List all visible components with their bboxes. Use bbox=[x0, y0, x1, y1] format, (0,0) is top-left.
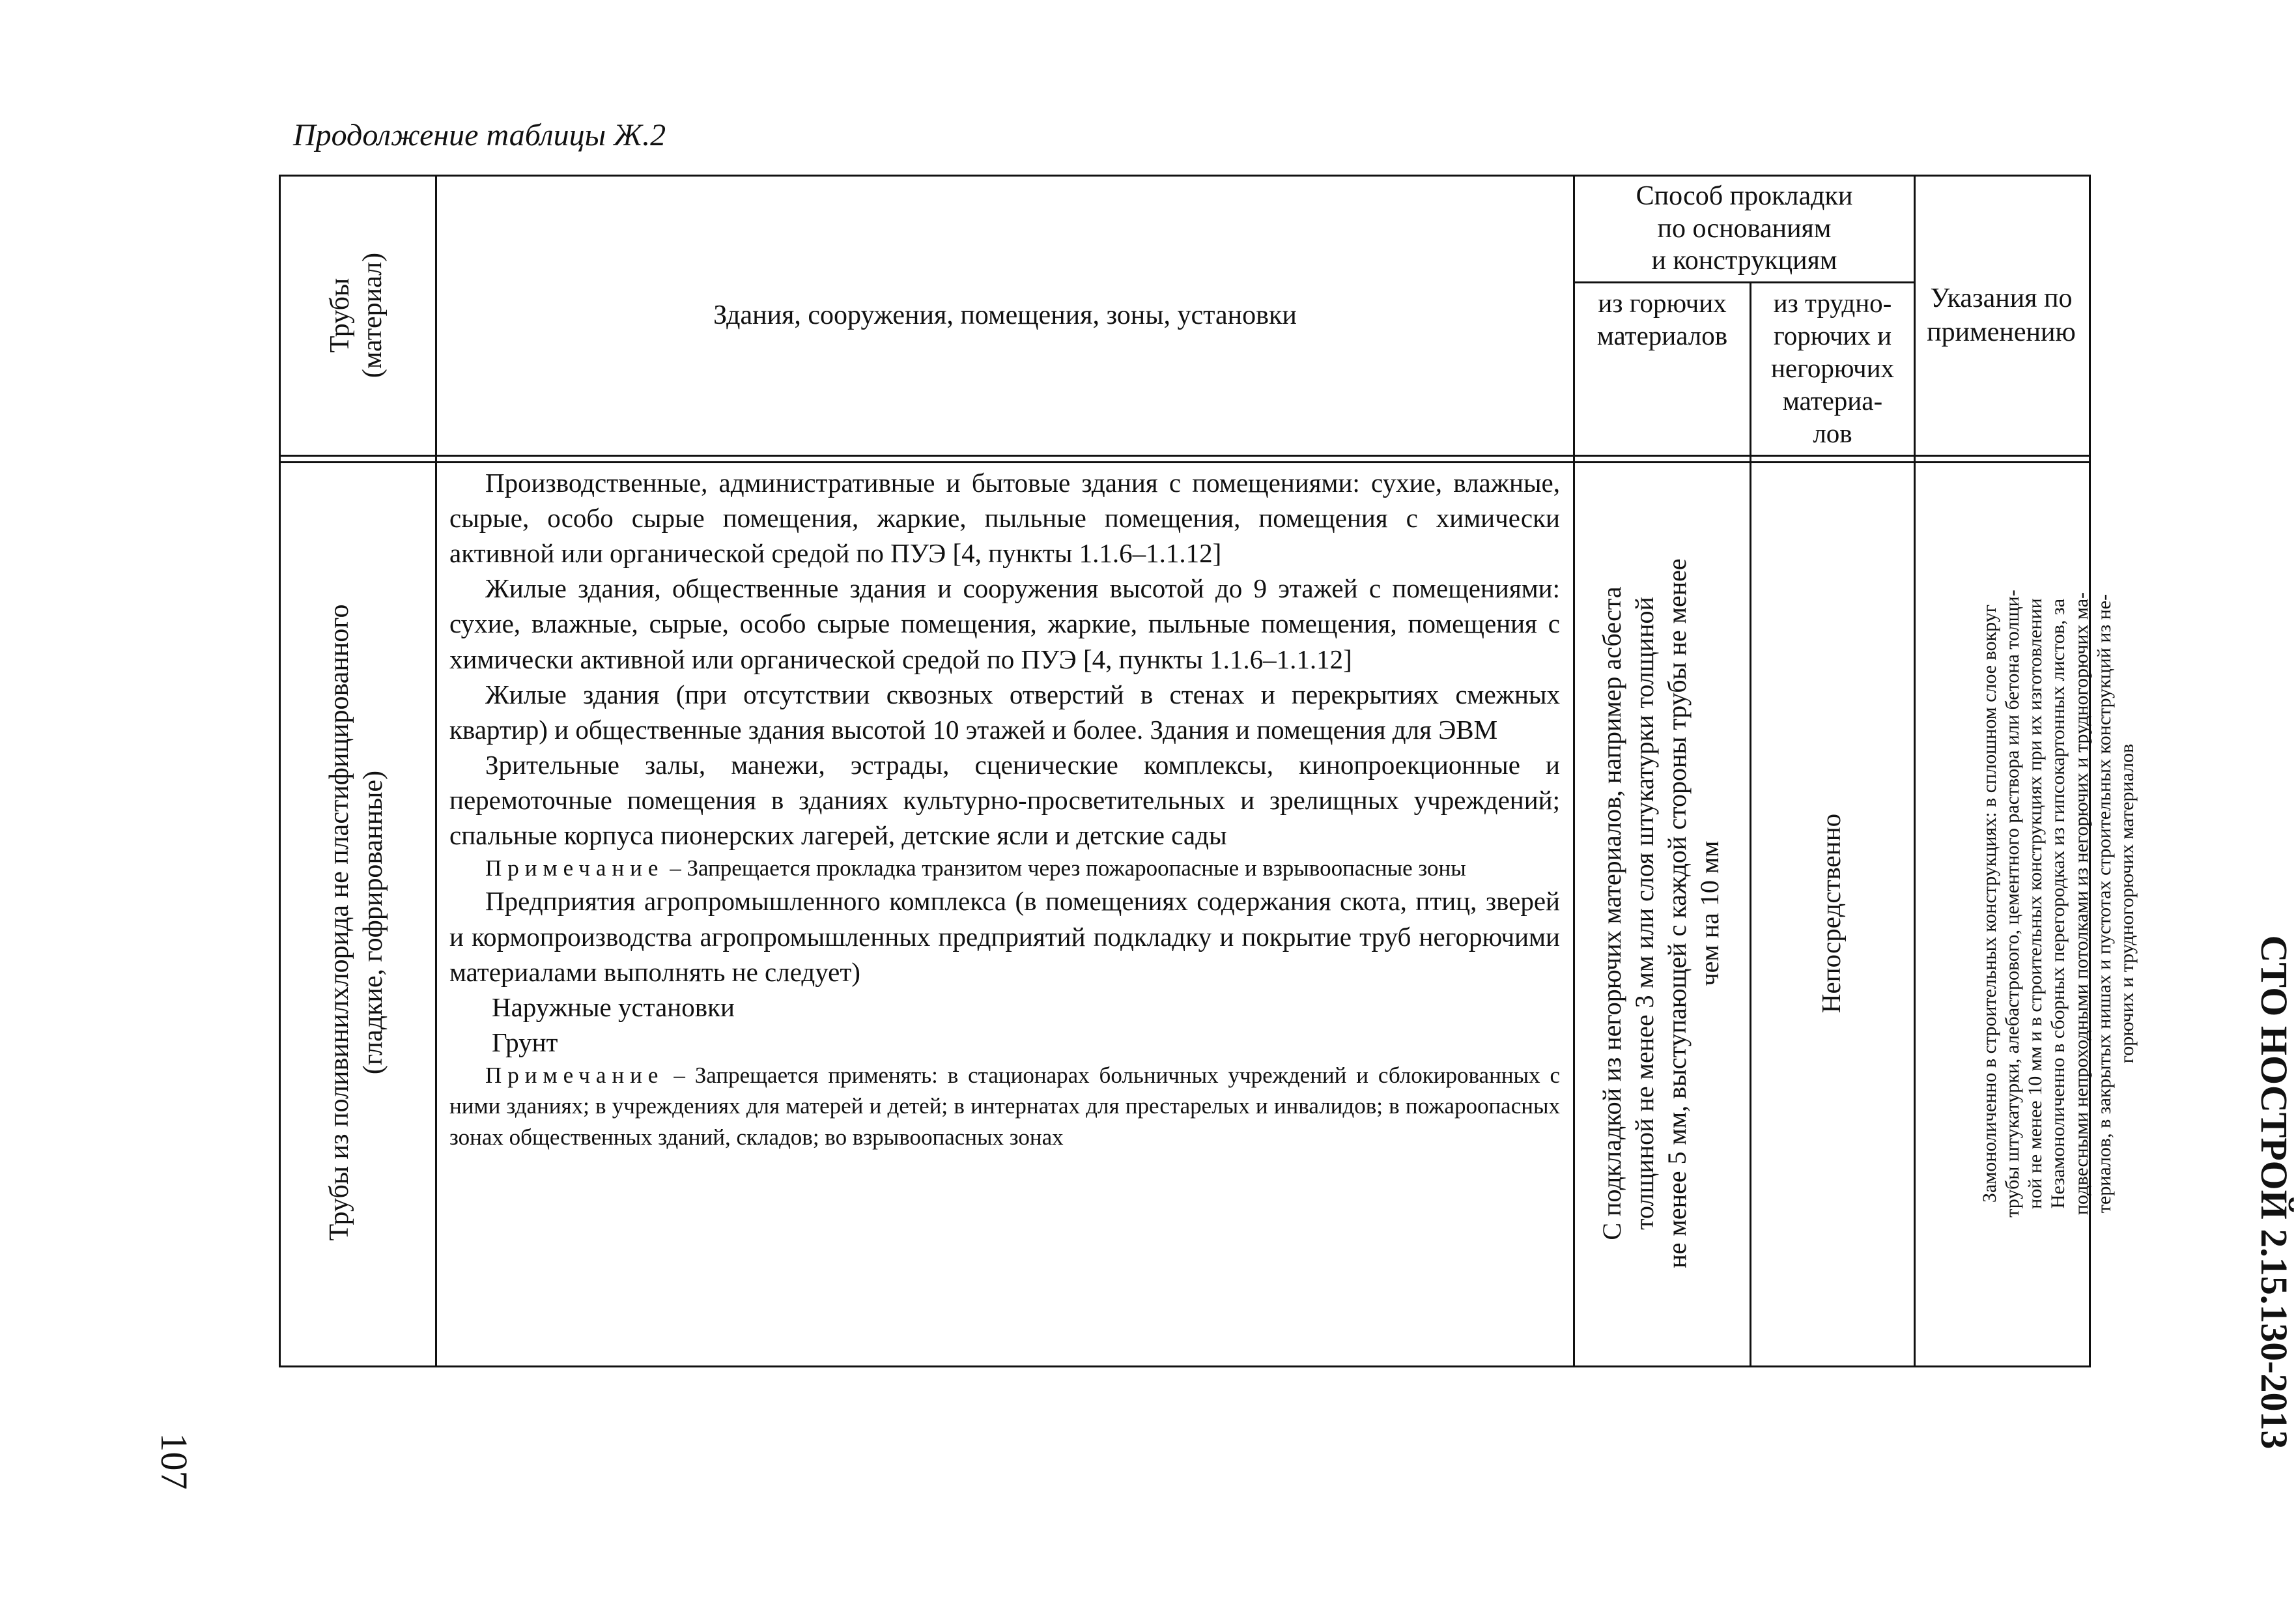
paragraph: Наружные установки bbox=[492, 992, 735, 1022]
buildings-list bbox=[449, 465, 1560, 1152]
paragraph: Предприятия агропромышленного комплекса (в помещениях содержания скота, птиц, зверей и кормопроизводства агропромышленных предприятий подкладку и покрытие труб негорючими материалами выполнять не следует) bbox=[449, 886, 1560, 987]
noncombustible-method: Непосредственно bbox=[1816, 813, 1847, 1014]
header-buildings: Здания, сооружения, помещения, зоны, установки bbox=[713, 300, 1297, 331]
page-number: 107 bbox=[153, 1433, 195, 1490]
table-caption: Продолжение таблицы Ж.2 bbox=[293, 118, 666, 152]
paragraph: Жилые здания, общественные здания и сооружения высотой до 9 этажей с помещениями: сухие, влажные, сырые, особо сырые помещения, жаркие, пыльные помещения, помещения с химически активной или органической средой по ПУЭ [4, пункты 1.1.6–1.1.12] bbox=[449, 573, 1560, 674]
note: Примечание – Запрещается применять: в стационарах больничных учреждений и сблокированных с ними зданиях; в учреждениях для матерей и детей; в интернатах для престарелых и инвалидов; в пожароопасных зонах общественных зданий, складов; во взрывоопасных зонах bbox=[449, 1063, 1560, 1150]
header-divider bbox=[279, 461, 2089, 463]
pipe-material: Трубы из поливинилхлорида не пластифицированного (гладкие, гофрированные) bbox=[324, 604, 388, 1241]
header-pipes: Трубы (материал) bbox=[324, 252, 388, 379]
header-laying-method: Способ прокладки по основаниям и конструкциям bbox=[1636, 181, 1853, 276]
column-divider bbox=[1573, 175, 1575, 1365]
paragraph: Зрительные залы, манежи, эстрады, сценические комплексы, кинопроекционные и перемоточные помещения в зданиях культурно-просветительных и зрелищных учреждений; спальные корпуса пионерских лагерей, детские ясли и детские сады bbox=[449, 749, 1560, 851]
header-instructions: Указания по применению bbox=[1927, 283, 2076, 347]
paragraph: Производственные, административные и бытовые здания с помещениями: сухие, влажные, сырые, особо сырые помещения, жаркие, пыльные помещения, помещения с химически активной или органической средой по ПУЭ [4, пункты 1.1.6–1.1.12] bbox=[449, 468, 1560, 569]
header-noncombustible: из трудно- горючих и негорючих материа- лов bbox=[1770, 288, 1895, 449]
paragraph: Жилые здания (при отсутствии сквозных отверстий в стенах и перекрытиях смежных квартир) и общественные здания высотой 10 этажей и более. Здания и помещения для ЭВМ bbox=[449, 679, 1560, 745]
document-code: СТО НОСТРОЙ 2.15.130-2013 bbox=[2253, 935, 2295, 1450]
paragraph: Грунт bbox=[492, 1027, 558, 1057]
usage-instructions: Замоноличенно в строительных конструкциях: в сплошном слое вокруг трубы штукатурки, алебастрового, цементного раствора или бетона толщи- ной не менее 10 мм и в строительных конструкциях при их изготовлении Незамоноличенно в сборных перегородках из гипсокартонных листов, за подвесными непроходными потолками из негорючих и трудногорючих ма- териалов, в закрытых нишах и пустотах строительных конструкций из не- горючих и трудногорючих материалов bbox=[1979, 590, 2138, 1218]
combustible-method: С подкладкой из негорючих материалов, например асбеста толщиной не менее 3 мм или слоя штукатурки толщиной не менее 5 мм, выступающей с каждой стороны трубы не менее чем на 10 мм bbox=[1597, 558, 1724, 1268]
note: Примечание – Запрещается прокладка транзитом через пожароопасные и взрывоопасные зоны bbox=[485, 855, 1466, 881]
row-divider bbox=[1573, 281, 1914, 283]
header-combustible: из горючих материалов bbox=[1596, 288, 1728, 351]
header-divider bbox=[279, 455, 2089, 457]
